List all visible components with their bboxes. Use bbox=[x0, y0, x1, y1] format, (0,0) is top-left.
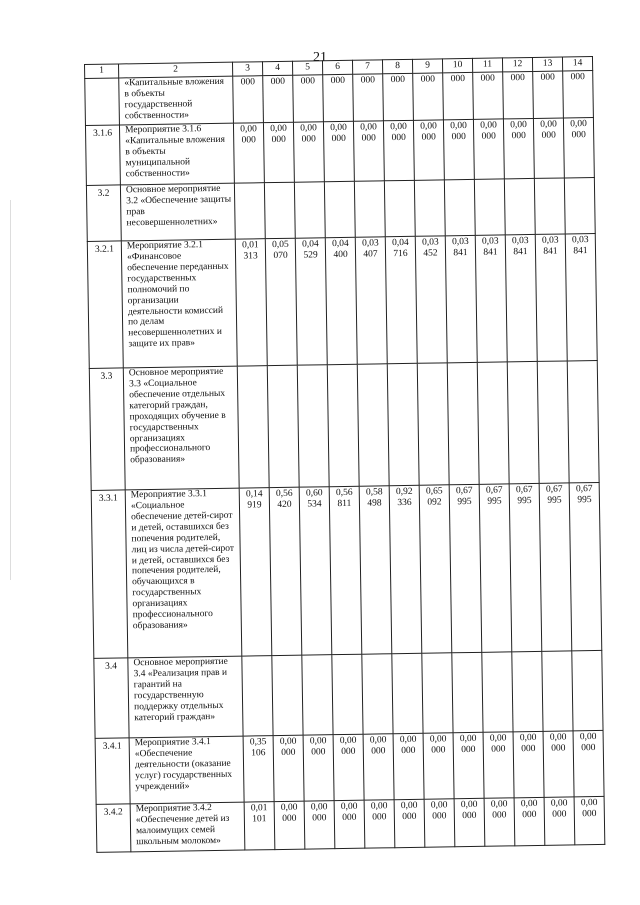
row-code: 3.3 bbox=[89, 368, 125, 491]
table-row bbox=[91, 482, 602, 658]
value-cell bbox=[272, 655, 303, 735]
row-name: Основное мероприятие 3.3 «Социальное обеспечение отдельных категорий граждан, проходящих обучение в государственных организациях профессионального образования» bbox=[123, 366, 239, 490]
value-cell: 000 bbox=[383, 73, 414, 120]
value-cell: 0,00 000 bbox=[483, 732, 514, 798]
column-header: 12 bbox=[502, 57, 532, 71]
value-cell bbox=[534, 178, 565, 234]
value-cell: 000 bbox=[503, 71, 534, 118]
value-cell: 0,03 407 bbox=[355, 237, 387, 364]
value-cell: 0,05 070 bbox=[265, 238, 297, 365]
value-cell: 000 bbox=[533, 71, 564, 118]
row-code: 3.4 bbox=[94, 658, 129, 739]
value-cell bbox=[452, 652, 483, 732]
value-cell bbox=[537, 361, 569, 483]
row-code bbox=[85, 78, 120, 126]
value-cell bbox=[422, 653, 453, 733]
table-row bbox=[85, 118, 594, 186]
value-cell: 0,00 000 bbox=[364, 800, 395, 848]
value-cell bbox=[264, 182, 295, 238]
value-cell: 000 bbox=[443, 72, 474, 119]
value-cell bbox=[357, 364, 389, 486]
value-cell: 0,56 811 bbox=[329, 486, 362, 654]
value-cell: 0,00 000 bbox=[563, 118, 594, 178]
value-cell bbox=[324, 181, 355, 237]
value-cell bbox=[572, 650, 603, 730]
value-cell: 0,14 919 bbox=[239, 488, 272, 656]
value-cell bbox=[567, 360, 599, 482]
value-cell: 0,00 000 bbox=[303, 735, 334, 801]
value-cell bbox=[507, 361, 539, 483]
value-cell bbox=[234, 183, 265, 239]
value-cell bbox=[474, 179, 505, 235]
value-cell bbox=[242, 656, 273, 736]
row-code: 3.4.1 bbox=[95, 738, 130, 805]
value-cell bbox=[387, 363, 419, 485]
column-header: 7 bbox=[352, 60, 382, 74]
row-code: 3.4.2 bbox=[96, 804, 131, 853]
value-cell bbox=[447, 362, 479, 484]
value-cell bbox=[542, 651, 573, 731]
value-cell: 0,04 716 bbox=[385, 236, 417, 363]
value-cell: 000 bbox=[413, 73, 444, 120]
value-cell bbox=[294, 182, 325, 238]
value-cell bbox=[302, 655, 333, 735]
value-cell: 0,00 000 bbox=[454, 798, 485, 846]
value-cell: 0,00 000 bbox=[513, 731, 544, 797]
scan-edge-line bbox=[10, 200, 11, 580]
table-row bbox=[85, 71, 594, 126]
value-cell: 0,00 000 bbox=[273, 735, 304, 801]
table-row bbox=[94, 650, 603, 738]
value-cell bbox=[237, 366, 269, 488]
value-cell: 0,00 000 bbox=[543, 731, 574, 797]
value-cell bbox=[564, 177, 595, 233]
value-cell: 0,03 452 bbox=[415, 236, 447, 363]
table-row bbox=[89, 360, 599, 490]
value-cell: 0,00 000 bbox=[334, 800, 365, 848]
column-header: 3 bbox=[232, 62, 262, 76]
value-cell: 0,03 841 bbox=[535, 234, 567, 361]
value-cell: 000 bbox=[323, 74, 354, 121]
value-cell: 0,03 841 bbox=[505, 234, 537, 361]
value-cell bbox=[504, 178, 535, 234]
value-cell: 0,65 092 bbox=[419, 485, 452, 653]
value-cell: 000 bbox=[233, 76, 264, 123]
value-cell bbox=[414, 180, 445, 236]
value-cell: 000 bbox=[353, 74, 384, 121]
value-cell: 0,00 000 bbox=[533, 118, 564, 178]
value-cell: 0,03 841 bbox=[475, 235, 507, 362]
value-cell bbox=[417, 363, 449, 485]
value-cell: 0,67 995 bbox=[509, 483, 542, 651]
value-cell: 0,01 313 bbox=[235, 239, 267, 366]
value-cell: 0,00 000 bbox=[263, 122, 294, 182]
table-row bbox=[96, 796, 605, 852]
value-cell: 0,35 106 bbox=[243, 736, 274, 802]
value-cell: 0,00 000 bbox=[453, 732, 484, 798]
row-name: Основное мероприятие 3.2 «Обеспечение защиты прав несовершеннолетних» bbox=[120, 183, 235, 241]
row-name: Мероприятие 3.4.1 «Обеспечение деятельности (оказание услуг) государственных учреждений» bbox=[129, 736, 244, 804]
column-header: 1 bbox=[85, 64, 119, 79]
value-cell: 0,00 000 bbox=[304, 801, 335, 849]
value-cell: 0,00 000 bbox=[503, 118, 534, 178]
value-cell: 0,00 000 bbox=[413, 120, 444, 180]
value-cell: 0,58 498 bbox=[359, 486, 392, 654]
row-name: Мероприятие 3.2.1 «Финансовое обеспечение переданных государственных полномочий по организации деятельности комиссий по делам несовершеннолетних и защите их прав» bbox=[121, 239, 237, 368]
value-cell: 0,00 000 bbox=[333, 734, 364, 800]
column-header: 11 bbox=[472, 58, 502, 72]
value-cell: 0,67 995 bbox=[449, 484, 482, 652]
row-code: 3.2 bbox=[86, 185, 121, 242]
table-row bbox=[87, 233, 597, 368]
page-number: 21 bbox=[313, 50, 327, 65]
value-cell: 0,00 000 bbox=[274, 801, 305, 849]
value-cell: 0,00 000 bbox=[473, 119, 504, 179]
value-cell: 000 bbox=[473, 72, 504, 119]
value-cell bbox=[327, 364, 359, 486]
value-cell: 000 bbox=[263, 75, 294, 122]
value-cell: 0,67 995 bbox=[479, 484, 512, 652]
column-header: 4 bbox=[262, 61, 292, 75]
row-name: «Капитальные вложения в объекты государственной собственности» bbox=[119, 76, 234, 125]
column-header: 5 bbox=[292, 61, 322, 75]
value-cell: 0,56 420 bbox=[269, 487, 302, 655]
value-cell: 0,00 000 bbox=[423, 733, 454, 799]
value-cell bbox=[297, 365, 329, 487]
value-cell: 0,00 000 bbox=[544, 797, 575, 845]
value-cell bbox=[482, 652, 513, 732]
budget-table-container bbox=[84, 56, 604, 853]
value-cell: 0,00 000 bbox=[323, 121, 354, 181]
value-cell bbox=[384, 180, 415, 236]
value-cell: 0,00 000 bbox=[353, 121, 384, 181]
value-cell bbox=[267, 365, 299, 487]
column-header: 14 bbox=[562, 57, 592, 71]
value-cell bbox=[354, 181, 385, 237]
value-cell bbox=[444, 179, 475, 235]
value-cell: 0,00 000 bbox=[424, 799, 455, 847]
column-header: 10 bbox=[442, 58, 472, 72]
value-cell: 0,03 841 bbox=[565, 233, 597, 360]
row-name: Мероприятие 3.3.1 «Социальное обеспечение детей-сирот и детей, оставшихся без попечения родителей, лиц из числа детей-сирот и детей, оставшихся без попечения родителей, обучающихся в государственных организациях профессионального образования» bbox=[125, 488, 242, 658]
value-cell: 0,60 534 bbox=[299, 487, 332, 655]
value-cell: 0,92 336 bbox=[389, 485, 422, 653]
column-header: 8 bbox=[382, 59, 412, 73]
value-cell: 000 bbox=[293, 75, 324, 122]
value-cell: 000 bbox=[563, 71, 594, 118]
value-cell: 0,67 995 bbox=[569, 482, 602, 650]
value-cell: 0,00 000 bbox=[574, 796, 605, 844]
row-name: Основное мероприятие 3.4 «Реализация прав и гарантий на государственную поддержку отдельных категорий граждан» bbox=[128, 656, 243, 738]
value-cell: 0,67 995 bbox=[539, 483, 572, 651]
value-cell: 0,03 841 bbox=[445, 235, 477, 362]
value-cell: 0,01 101 bbox=[244, 802, 275, 850]
value-cell bbox=[362, 654, 393, 734]
table-row bbox=[95, 730, 604, 804]
value-cell: 0,00 000 bbox=[383, 120, 414, 180]
value-cell bbox=[477, 362, 509, 484]
value-cell: 0,04 400 bbox=[325, 237, 357, 364]
value-cell: 0,00 000 bbox=[233, 123, 264, 183]
row-name: Мероприятие 3.4.2 «Обеспечение детей из малоимущих семей школьным молоком» bbox=[130, 802, 245, 852]
column-header: 2 bbox=[119, 62, 233, 78]
value-cell bbox=[512, 651, 543, 731]
row-code: 3.2.1 bbox=[87, 241, 123, 369]
value-cell: 0,00 000 bbox=[394, 799, 425, 847]
column-header: 6 bbox=[322, 60, 352, 74]
value-cell: 0,00 000 bbox=[573, 730, 604, 796]
value-cell: 0,00 000 bbox=[293, 122, 324, 182]
value-cell: 0,00 000 bbox=[393, 733, 424, 799]
row-code: 3.3.1 bbox=[91, 490, 128, 659]
value-cell: 0,04 529 bbox=[295, 238, 327, 365]
value-cell bbox=[392, 653, 423, 733]
value-cell: 0,00 000 bbox=[484, 798, 515, 846]
value-cell: 0,00 000 bbox=[514, 797, 545, 845]
row-name: Мероприятие 3.1.6 «Капитальные вложения в объекты муниципальной собственности» bbox=[119, 123, 234, 185]
column-header: 13 bbox=[532, 57, 562, 71]
row-code: 3.1.6 bbox=[85, 125, 120, 186]
value-cell bbox=[332, 654, 363, 734]
value-cell: 0,00 000 bbox=[363, 734, 394, 800]
value-cell: 0,00 000 bbox=[443, 119, 474, 179]
budget-table bbox=[84, 56, 605, 853]
column-header: 9 bbox=[412, 59, 442, 73]
table-row bbox=[86, 177, 595, 241]
